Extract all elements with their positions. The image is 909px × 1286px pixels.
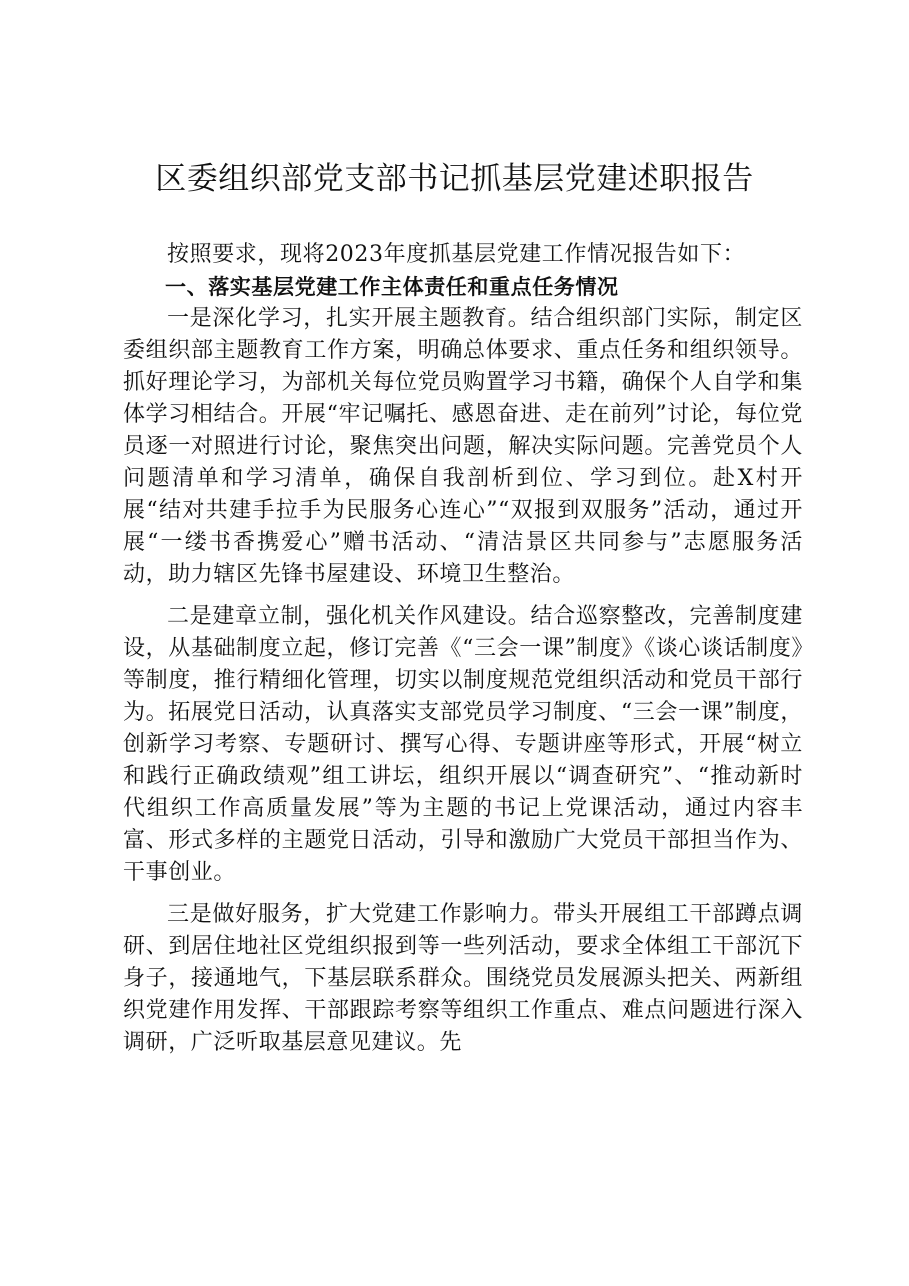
body-paragraph-1: 一是深化学习，扎实开展主题教育。结合组织部门实际，制定区委组织部主题教育工作方案，明确总体要求、重点任务和组织领导。抓好理论学习，为部机关每位党员购置学习书籍，确保个人自学和集体学习相结合。开展“牢记嘱托、感恩奋进、走在前列”讨论，每位党员逐一对照进行讨论，聚焦突出问题，解决实际问题。完善党员个人问题清单和学习清单，确保自我剖析到位、学习到位。赴X村开展“结对共建手拉手为民服务心连心”“双报到双服务”活动，通过开展“一缕书香携爱心”赠书活动、“清洁景区共同参与”志愿服务活动，助力辖区先锋书屋建设、环境卫生整治。 xyxy=(123,306,803,587)
document-title: 区委组织部党支部书记抓基层党建述职报告 xyxy=(155,161,754,197)
section-heading: 一、落实基层党建工作主体责任和重点任务情况 xyxy=(165,275,619,299)
body-paragraph-3: 三是做好服务，扩大党建工作影响力。带头开展组工干部蹲点调研、到居住地社区党组织报到等一些列活动，要求全体组工干部沉下身子，接通地气，下基层联系群众。围绕党员发展源头把关、两新组织党建作用发挥、干部跟踪考察等组织工作重点、难点问题进行深入调研，广泛听取基层意见建议。先 xyxy=(123,902,803,1055)
document-body xyxy=(123,239,803,1059)
body-paragraph-2: 二是建章立制，强化机关作风建设。结合巡察整改，完善制度建设，从基础制度立起，修订完善《“三会一课”制度》《谈心谈话制度》等制度，推行精细化管理，切实以制度规范党组织活动和党员干部行为。拓展党日活动，认真落实支部党员学习制度、“三会一课”制度，创新学习考察、专题研讨、撰写心得、专题讲座等形式，开展“树立和践行正确政绩观”组工讲坛，组织开展以“调查研究”、“推动新时代组织工作高质量发展”等为主题的书记上党课活动，通过内容丰富、形式多样的主题党日活动，引导和激励广大党员干部担当作为、干事创业。 xyxy=(123,604,803,885)
intro-paragraph: 按照要求，现将2023年度抓基层党建工作情况报告如下： xyxy=(167,242,746,267)
